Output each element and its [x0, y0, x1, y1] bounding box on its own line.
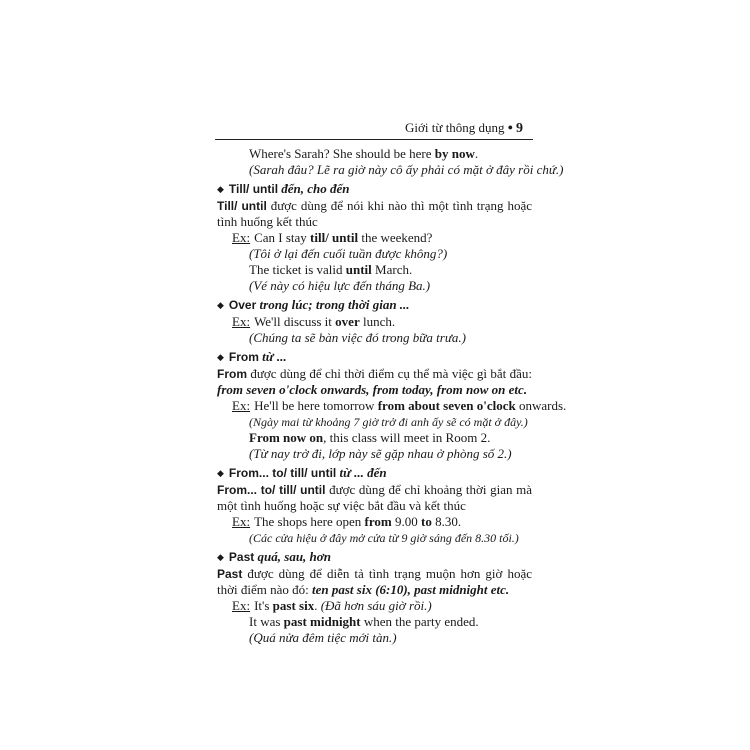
definition-text: được dùng để chỉ thời điểm cụ thể mà việc gì bắt đầu: [247, 366, 532, 381]
definition-word: From [217, 367, 247, 381]
diamond-icon: ◆ [217, 352, 224, 362]
example-line [217, 262, 532, 278]
ex-label: Ex: [232, 598, 251, 613]
section-heading-over [217, 297, 532, 314]
text: March. [371, 262, 413, 277]
keyword: from about seven o'clock [377, 398, 516, 413]
example-translation: (Đã hơn sáu giờ rồi.) [320, 598, 432, 613]
example-translation: (Các cửa hiệu ở đây mở cửa từ 9 giờ sáng đến 8.30 tối.) [249, 531, 519, 545]
example-line [217, 514, 532, 530]
text: , this class will meet in Room 2. [323, 430, 491, 445]
header-text [405, 120, 523, 137]
example-translation: (Quá nửa đêm tiệc mới tàn.) [249, 630, 397, 645]
page-number: 9 [516, 121, 523, 136]
text: Can I stay [254, 230, 311, 245]
text: The shops here open [254, 514, 365, 529]
definition-past [217, 566, 532, 598]
intro-example [217, 146, 532, 162]
example-line [217, 598, 532, 614]
diamond-icon: ◆ [217, 552, 224, 562]
section-heading-past [217, 549, 532, 566]
definition-text: được dùng để nói khi nào thì một tình trạng hoặc tình huống kết thúc [217, 198, 532, 229]
text: . [474, 146, 479, 161]
heading-word: From [228, 350, 259, 364]
diamond-icon: ◆ [217, 184, 224, 194]
example-line [217, 430, 532, 446]
heading-meaning: từ ... [262, 349, 287, 364]
diamond-icon: ◆ [217, 300, 224, 310]
text: It's [254, 598, 273, 613]
page-body [217, 146, 567, 646]
text: It was [249, 614, 284, 629]
ex-label: Ex: [232, 398, 251, 413]
heading-word: Past [228, 550, 255, 564]
text: lunch. [359, 314, 396, 329]
definition-text: được dùng để chỉ khoảng thời gian mà một tình huống hoặc sự việc bắt đầu và kết thúc [217, 482, 532, 513]
text: He'll be here tomorrow [254, 398, 378, 413]
definition-examples: from seven o'clock onwards, from today, from now on etc. [217, 382, 528, 397]
definition-text: được dùng để diễn tả tình trạng muộn hơn giờ hoặc thời điểm nào đó: [217, 566, 532, 597]
example-translation: (Chúng ta sẽ bàn việc đó trong bữa trưa.) [249, 330, 466, 345]
definition-examples: ten past six (6:10), past midnight etc. [311, 582, 510, 597]
ex-label: Ex: [232, 514, 251, 529]
definition-from-to [217, 482, 532, 514]
heading-meaning: đến, cho đến [281, 181, 350, 196]
definition-word: Past [217, 567, 243, 581]
definition-from [217, 366, 532, 398]
text: 8.30. [431, 514, 462, 529]
bullet-icon: ● [507, 122, 513, 132]
definition-word: Till/ until [217, 199, 267, 213]
intro-translation: (Sarah đâu? Lẽ ra giờ này cô ấy phải có mặt ở đây rồi chứ.) [249, 162, 564, 177]
example-translation: (Tôi ở lại đến cuối tuần được không?) [249, 246, 448, 261]
text: The ticket is valid [249, 262, 346, 277]
heading-meaning: trong lúc; trong thời gian ... [259, 297, 410, 312]
text: the weekend? [358, 230, 433, 245]
keyword: past six [272, 598, 315, 613]
example-line [217, 230, 532, 246]
text: We'll discuss it [254, 314, 336, 329]
example-line [217, 314, 532, 330]
keyword: until [345, 262, 372, 277]
text: . [314, 598, 321, 613]
example-translation: (Ngày mai từ khoảng 7 giờ trở đi anh ấy sẽ có mặt ở đây.) [249, 415, 528, 429]
example-translation: (Từ nay trở đi, lớp này sẽ gặp nhau ở phòng số 2.) [249, 446, 512, 461]
diamond-icon: ◆ [217, 468, 224, 478]
heading-word: From... to/ till/ until [228, 466, 337, 480]
keyword: from [364, 514, 392, 529]
header-title: Giới từ thông dụng [405, 120, 505, 135]
text: 9.00 [391, 514, 421, 529]
keyword: till/ until [310, 230, 359, 245]
ex-label: Ex: [232, 314, 251, 329]
text: when the party ended. [360, 614, 479, 629]
text: onwards. [515, 398, 567, 413]
text: Where's Sarah? She should be here [249, 146, 435, 161]
heading-word: Over [228, 298, 257, 312]
section-heading-from-to [217, 465, 532, 482]
ex-label: Ex: [232, 230, 251, 245]
header-rule [215, 139, 533, 140]
keyword: over [335, 314, 360, 329]
keyword: past midnight [283, 614, 361, 629]
heading-word: Till/ until [228, 182, 279, 196]
example-translation: (Vé này có hiệu lực đến tháng Ba.) [249, 278, 431, 293]
page-header [215, 120, 533, 140]
keyword: by now [434, 146, 475, 161]
definition-till [217, 198, 532, 230]
section-heading-till [217, 181, 532, 198]
example-line [217, 614, 532, 630]
heading-meaning: quá, sau, hơn [257, 549, 331, 564]
definition-word: From... to/ till/ until [217, 483, 326, 497]
heading-meaning: từ ... đến [339, 465, 387, 480]
keyword: From now on [249, 430, 324, 445]
keyword: to [420, 514, 432, 529]
section-heading-from [217, 349, 532, 366]
example-line [217, 398, 567, 414]
